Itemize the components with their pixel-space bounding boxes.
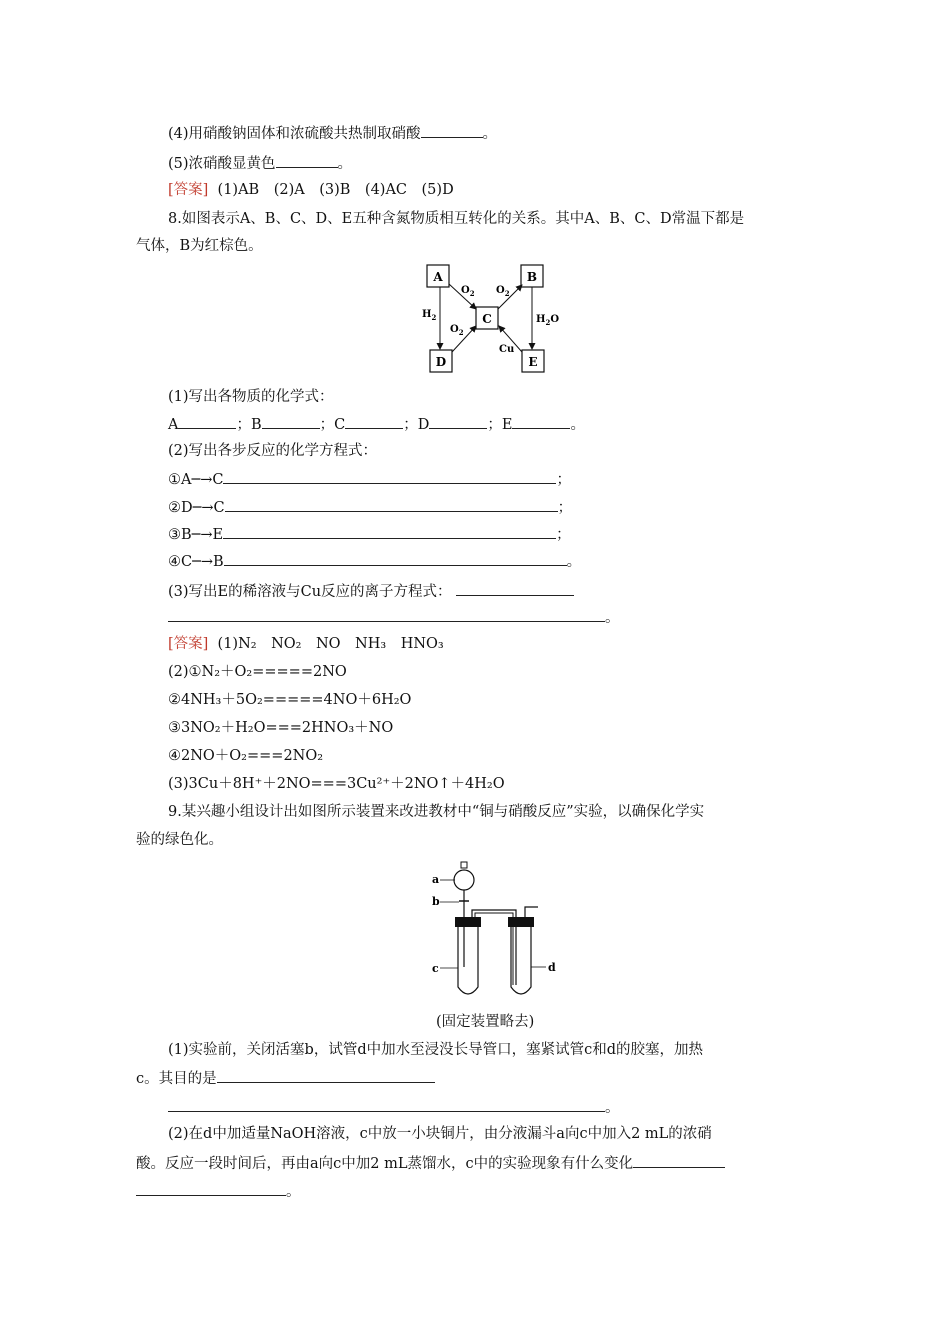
q8-part-1: (1)写出各物质的化学式：: [168, 389, 334, 405]
label-a: a: [432, 873, 440, 886]
punct: ；: [557, 500, 573, 516]
answer-blank: [168, 1096, 605, 1112]
q8-stem-line-1: 8.如图表示A、B、C、D、E五种含氮物质相互转化的关系。其中A、B、C、D常温下都是: [168, 211, 745, 227]
q7-item-4-text: (4)用硝酸钠固体和浓硫酸共热制取硝酸: [168, 126, 421, 142]
exhaust-tube: [525, 907, 538, 917]
box-b-label: B: [526, 270, 538, 284]
label-b: b: [432, 895, 440, 908]
answer-tag: [答案]: [168, 636, 209, 652]
q8-part-3-text: (3)写出E的稀溶液与Cu反应的离子方程式：: [168, 584, 452, 600]
label-cu: Cu: [499, 344, 515, 355]
punct: 。: [337, 156, 353, 172]
q9-stem-line-1: 9.某兴趣小组设计出如图所示装置来改进教材中“铜与硝酸反应”实验，以确保化学实: [168, 804, 705, 820]
nitrogen-conversion-diagram: [418, 262, 560, 377]
punct: 。: [605, 1100, 620, 1116]
q8-part-2: (2)写出各步反应的化学方程式：: [168, 443, 378, 459]
q9-part-1-text: c。其目的是: [136, 1071, 217, 1087]
q8-answer-line-6: (3)3Cu＋8H⁺＋2NO===3Cu²⁺＋2NO↑＋4H₂O: [168, 776, 505, 792]
reaction-label: ②D─→C: [168, 500, 225, 516]
label-o2-right: $O_2$: [496, 285, 510, 298]
answer-blank: [633, 1152, 725, 1168]
q8-answer-line-4: ③3NO₂＋H₂O===2HNO₃＋NO: [168, 720, 394, 736]
q8-answer-line-1: [168, 634, 444, 654]
q9-part-1-continuation: [168, 1096, 620, 1118]
blank-e: [512, 413, 570, 429]
label-e: ；E: [487, 417, 513, 433]
answer-blank: [217, 1067, 435, 1083]
label-d: ；D: [403, 417, 430, 433]
answer-text: (1)N₂ NO₂ NO NH₃ HNO₃: [217, 636, 444, 652]
label-h2: $H_2$: [422, 309, 437, 322]
punct: 。: [570, 417, 585, 433]
box-d-label: D: [435, 355, 447, 369]
q7-item-4: [168, 122, 497, 144]
punct: 。: [286, 1184, 301, 1200]
punct: ；: [556, 527, 571, 543]
reaction-label: ④C─→B: [168, 554, 224, 570]
stopper-d: [508, 917, 534, 927]
answer-blank: [421, 122, 483, 138]
answer-blank: [136, 1180, 286, 1196]
box-e-label: E: [528, 355, 538, 369]
q8-part-3: [168, 580, 574, 602]
stopper-c: [455, 917, 481, 927]
blank-b: [262, 413, 320, 429]
q8-answer-line-5: ④2NO＋O₂===2NO₂: [168, 748, 324, 764]
label-c: ；C: [319, 417, 346, 433]
reaction-label: ①A─→C: [168, 472, 224, 488]
punct: 。: [482, 126, 498, 142]
q8-part-1-blanks: [168, 413, 585, 435]
q7-item-5: [168, 152, 352, 174]
box-a-label: A: [433, 270, 443, 284]
label-d: d: [548, 961, 556, 974]
q8-stem-line-2: 气体，B为红棕色。: [136, 238, 263, 254]
q8-reaction-2: [168, 496, 572, 518]
reaction-label: ③B─→E: [168, 527, 224, 543]
q8-reaction-1: [168, 468, 571, 490]
blank-d: [429, 413, 487, 429]
answer-blank: [456, 580, 574, 596]
figure-caption: (固定装置略去): [436, 1014, 535, 1030]
box-c-label: C: [482, 312, 492, 326]
q9-stem-line-2: 验的绿色化。: [136, 832, 223, 848]
label-h2o: $H_2O$: [536, 314, 560, 327]
funnel-stopper: [461, 862, 467, 868]
answer-blank: [224, 550, 567, 566]
answer-tag: [答案]: [168, 182, 209, 198]
test-tube-d: [511, 921, 531, 994]
q9-part-2-text: 酸。反应一段时间后，再由a向c中加2 mL蒸馏水，c中的实验现象有什么变化: [136, 1156, 634, 1172]
q7-answer: [168, 180, 454, 200]
q9-part-2-continuation: [136, 1180, 301, 1202]
label-o2-left: $O_2$: [461, 285, 475, 298]
answer-blank: [276, 152, 338, 168]
q8-answer-line-3: ②4NH₃＋5O₂=====4NO＋6H₂O: [168, 692, 412, 708]
q8-reaction-4: [168, 550, 581, 572]
punct: 。: [605, 610, 620, 626]
answer-blank: [225, 496, 558, 512]
label-a: A: [168, 417, 179, 433]
answer-blank: [223, 468, 556, 484]
apparatus-diagram: [428, 855, 560, 1005]
label-b: ；B: [236, 417, 262, 433]
funnel-bulb: [454, 870, 474, 890]
punct: 。: [566, 554, 582, 570]
label-o2-lower: $O_2$: [450, 324, 464, 337]
answer-blank: [168, 606, 605, 622]
q8-part-3-continuation: [168, 606, 620, 628]
q9-part-1-line-1: (1)实验前，关闭活塞b，试管d中加水至浸没长导管口，塞紧试管c和d的胶塞，加热: [168, 1042, 704, 1058]
q7-item-5-text: (5)浓硝酸显黄色: [168, 156, 276, 172]
q9-part-2-line-1: (2)在d中加适量NaOH溶液，c中放一小块铜片，由分液漏斗a向c中加入2 mL的浓硝: [168, 1126, 712, 1142]
q9-part-1-line-2: [136, 1067, 435, 1089]
answer-blank: [223, 523, 556, 539]
blank-c: [345, 413, 403, 429]
blank-a: [178, 413, 236, 429]
test-tube-c: [458, 921, 478, 994]
label-c: c: [432, 962, 439, 975]
q8-reaction-3: [168, 523, 571, 545]
q7-answer-text: (1)AB (2)A (3)B (4)AC (5)D: [217, 182, 454, 198]
q8-answer-line-2: (2)①N₂＋O₂=====2NO: [168, 664, 347, 680]
q9-part-2-line-2: [136, 1152, 725, 1174]
punct: ；: [556, 472, 571, 488]
